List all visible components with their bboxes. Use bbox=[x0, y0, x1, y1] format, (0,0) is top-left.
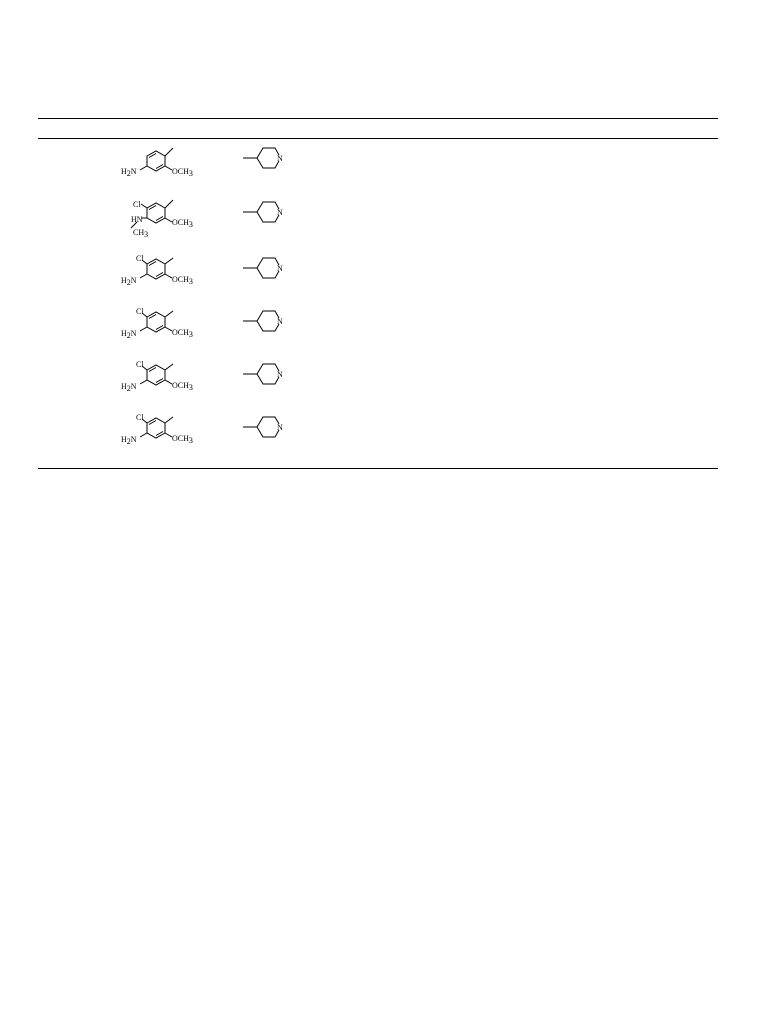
svg-text:OCH3 bbox=[172, 328, 193, 339]
aniline-structure bbox=[103, 142, 193, 196]
table-row bbox=[38, 142, 718, 196]
table-row bbox=[38, 358, 718, 412]
aniline-structure bbox=[103, 305, 193, 359]
amine-label: H bbox=[121, 382, 127, 391]
table-row bbox=[38, 411, 718, 465]
methoxy-label: OCH bbox=[172, 381, 189, 390]
table-row bbox=[38, 305, 718, 359]
methoxy-subscript: 3 bbox=[188, 169, 193, 178]
piperidinyl-structure bbox=[241, 411, 301, 465]
methoxy-label: OCH bbox=[172, 275, 189, 284]
aniline-structure bbox=[103, 411, 193, 465]
aniline-structure bbox=[103, 358, 193, 412]
methoxy-subscript: 3 bbox=[188, 220, 193, 229]
methoxy-subscript: 3 bbox=[188, 330, 193, 339]
svg-text:OCH3 bbox=[172, 434, 193, 445]
svg-text:OCH3 bbox=[172, 275, 193, 286]
amine-label-tail: N bbox=[130, 435, 137, 444]
amine-subscript: 2 bbox=[126, 437, 131, 446]
amine-label-tail: N bbox=[130, 382, 137, 391]
aniline-structure bbox=[103, 252, 193, 306]
methoxy-subscript: 3 bbox=[188, 383, 193, 392]
amine-label: H bbox=[121, 329, 127, 338]
svg-text:OCH3 bbox=[172, 167, 193, 178]
nitrogen-label: N bbox=[277, 208, 283, 217]
amine-subscript: 2 bbox=[126, 278, 131, 287]
amine-label-tail: N bbox=[130, 167, 137, 176]
amine-label: H bbox=[121, 276, 127, 285]
methoxy-label: OCH bbox=[172, 167, 189, 176]
table-row bbox=[38, 196, 718, 250]
amine-label-tail: N bbox=[130, 329, 137, 338]
piperidinyl-structure bbox=[241, 252, 301, 306]
piperidinyl-structure bbox=[241, 196, 301, 250]
piperidinyl-structure bbox=[241, 142, 301, 196]
n-methyl-subscript: 3 bbox=[144, 230, 149, 239]
amine-subscript: 2 bbox=[126, 384, 131, 393]
svg-text:H2N bbox=[121, 435, 137, 446]
amine-subscript: 2 bbox=[126, 331, 131, 340]
methoxy-label: OCH bbox=[172, 434, 189, 443]
svg-text:H2N bbox=[121, 276, 137, 287]
table-row bbox=[38, 252, 718, 306]
svg-text:H2N bbox=[121, 167, 137, 178]
amine-subscript: 2 bbox=[126, 169, 131, 178]
n-methyl-label: CH bbox=[133, 228, 145, 237]
table-top-rule bbox=[38, 118, 718, 119]
methoxy-label: OCH bbox=[172, 328, 189, 337]
methoxy-label: OCH bbox=[172, 218, 189, 227]
nitrogen-label: N bbox=[277, 264, 283, 273]
table-bottom-rule bbox=[38, 468, 718, 469]
svg-text:H2N bbox=[121, 329, 137, 340]
amine-label-tail: N bbox=[130, 276, 137, 285]
nitrogen-label: N bbox=[277, 154, 283, 163]
nitrogen-label: N bbox=[277, 370, 283, 379]
aniline-structure bbox=[103, 196, 193, 250]
amine-label: H bbox=[121, 435, 127, 444]
chloro-label: Cl bbox=[136, 360, 144, 369]
svg-text:OCH3 bbox=[172, 218, 193, 229]
svg-text:H2N bbox=[121, 382, 137, 393]
chloro-label: Cl bbox=[136, 307, 144, 316]
methoxy-subscript: 3 bbox=[188, 436, 193, 445]
chloro-label: Cl bbox=[136, 254, 144, 263]
svg-text:CH3 bbox=[133, 228, 148, 239]
nitrogen-label: N bbox=[277, 423, 283, 432]
piperidinyl-structure bbox=[241, 305, 301, 359]
chloro-label: Cl bbox=[133, 200, 141, 209]
piperidinyl-structure bbox=[241, 358, 301, 412]
nitrogen-label: N bbox=[277, 317, 283, 326]
amine-label: H bbox=[121, 167, 127, 176]
amine-label: HN bbox=[131, 215, 143, 224]
table-header-rule bbox=[38, 138, 718, 139]
svg-text:OCH3 bbox=[172, 381, 193, 392]
methoxy-subscript: 3 bbox=[188, 277, 193, 286]
chloro-label: Cl bbox=[136, 413, 144, 422]
